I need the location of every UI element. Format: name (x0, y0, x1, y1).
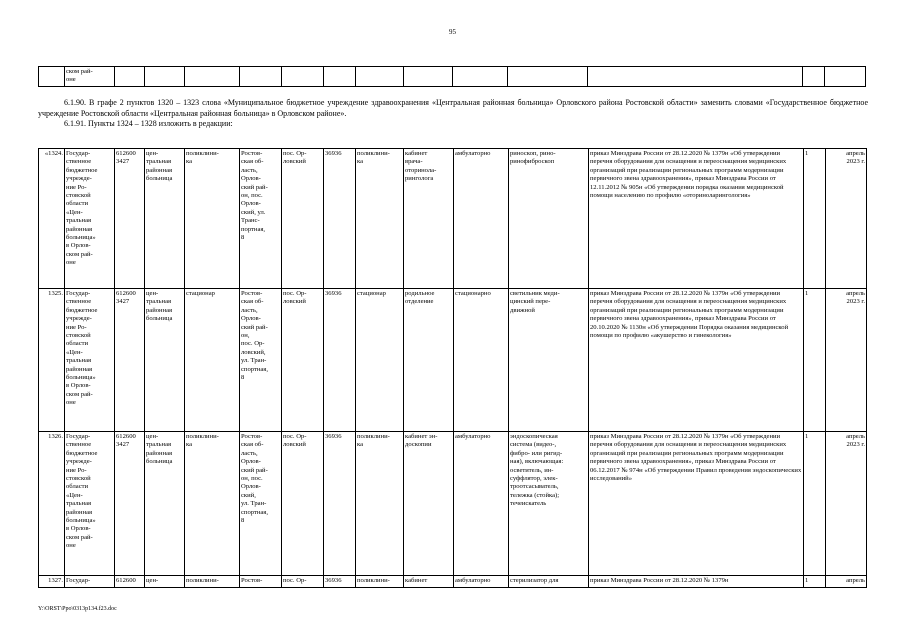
paragraph: 6.1.90. В графе 2 пунктов 1320 – 1323 слова «Муниципальное бюджетное учреждение здравоохранения «Центральная районная больница» Орловского района Ростовской области» заменить словами «Государственное бюджетное учреждение Ростовской области «Центральная районная больница» в Орловском районе». (38, 98, 868, 118)
cell (323, 67, 355, 87)
cell (403, 67, 453, 87)
table-row (39, 432, 867, 576)
cell-qty: 1 (804, 432, 826, 576)
cell-basis: приказ Минздрава России от 28.12.2020 № 1379н «Об утверждении перечня оборудования для оснащения и переоснащения медицинских организаций при реализации региональных программ модернизации первичного звена здравоохранения», приказ Минздрава России от 06.12.2017 № 974н «Об утверждении Правил проведения эндоскопических исследований» (589, 432, 804, 576)
cell-subdiv: поликлини- ка (185, 149, 240, 289)
cell-num: 1325. (39, 289, 65, 432)
cell-unit: поликлини- ка (356, 149, 404, 289)
cell-org: Государ- (65, 576, 115, 588)
cell (281, 67, 323, 87)
cell-code: 612600 (115, 576, 145, 588)
cell-cond: амбулаторно (454, 432, 509, 576)
cell-unit: стационар (356, 289, 404, 432)
cell-room: кабинет врача- оторинола- ринголога (404, 149, 454, 289)
cell-code: 612600 3427 (115, 289, 145, 432)
cell-org: Государ- ственное бюджетное учрежде- ние Ро- стовской области «Цен- тральная районная больница» в Орлов- ском рай- оне (65, 289, 115, 432)
cell-unit: поликлини- (356, 576, 404, 588)
cell-cond: амбулаторно (454, 149, 509, 289)
cell-type: цен- тральная районная больница (145, 432, 185, 576)
cell-cond: амбулаторно (454, 576, 509, 588)
cell (453, 67, 508, 87)
cell-addr: Ростов- ская об- ласть, Орлов- ский рай- он, пос. Орлов- ский, ул. Транс- портная, 8 (240, 149, 282, 289)
cell-addr: Ростов- ская об- ласть, Орлов- ский рай- он, пос. Ор- ловский, ул. Тран- спортная, 8 (240, 289, 282, 432)
cell-equip: стерилизатор для (509, 576, 589, 588)
paragraph: 6.1.91. Пункты 1324 – 1328 изложить в редакции: (64, 119, 233, 128)
cell-qty: 1 (804, 289, 826, 432)
cell-date: апрель 2023 г. (826, 149, 867, 289)
cell-type: цен- тральная районная больница (145, 289, 185, 432)
cell (114, 67, 144, 87)
cell-addr: Ростов- ская об- ласть, Орлов- ский рай- он, пос. Орлов- ский, ул. Тран- спортная, 8 (240, 432, 282, 576)
cell-org: Государ- ственное бюджетное учрежде- ние Ро- стовской области «Цен- тральная районная больница» в Орлов- ском рай- оне (65, 149, 115, 289)
cell-subdiv: поликлини- ка (185, 432, 240, 576)
cell-subdiv: стационар (185, 289, 240, 432)
cell-date: апрель 2023 г. (826, 289, 867, 432)
cell-org: Государ- ственное бюджетное учрежде- ние Ро- стовской области «Цен- тральная районная больница» в Орлов- ском рай- оне (65, 432, 115, 576)
cell: ском рай- оне (64, 67, 114, 87)
cell-room: кабинет (404, 576, 454, 588)
table-row (39, 576, 867, 588)
cell-subdiv: поликлини- (185, 576, 240, 588)
cell-type: цен- тральная районная больница (145, 149, 185, 289)
cell-locality: пос. Ор- ловский (282, 149, 324, 289)
cell-room: кабинет эн- доскопии (404, 432, 454, 576)
cell-locality: пос. Ор- ловский (282, 432, 324, 576)
cell-code: 612600 3427 (115, 432, 145, 576)
cell-basis: приказ Минздрава России от 28.12.2020 № 1379н (589, 576, 804, 588)
cell-date: апрель 2023 г. (826, 432, 867, 576)
cell-num: 1326. (39, 432, 65, 576)
cell (184, 67, 239, 87)
cell-equip: риноскоп, рино- ринофиброскоп (509, 149, 589, 289)
equipment-table (38, 148, 867, 588)
cell-equip: светильник меди- цинский пере- движной (509, 289, 589, 432)
cell-type: цен- (145, 576, 185, 588)
cell-code: 612600 3427 (115, 149, 145, 289)
cell (824, 67, 865, 87)
cell-cond: стационарно (454, 289, 509, 432)
cell-num: 1327. (39, 576, 65, 588)
cell-num: «1324. (39, 149, 65, 289)
cell-basis: приказ Минздрава России от 28.12.2020 № 1379н «Об утверждении перечня оборудования для оснащения и переоснащения медицинских организаций при реализации региональных программ модернизации первичного звена здравоохранения», приказ Минздрава России от 20.10.2020 № 1130н «Об утверждении Порядка оказания медицинской помощи по профилю «акушерство и гинекология» (589, 289, 804, 432)
cell-oktmo: 36936 (324, 289, 356, 432)
cell-oktmo: 36936 (324, 149, 356, 289)
cell-date: апрель (826, 576, 867, 588)
cell-qty: 1 (804, 149, 826, 289)
cell-qty: 1 (804, 576, 826, 588)
table-row (39, 149, 867, 289)
cell-room: родильное отделение (404, 289, 454, 432)
page-number: 95 (449, 28, 456, 36)
cell (355, 67, 403, 87)
cell (802, 67, 824, 87)
cell (508, 67, 588, 87)
cell-oktmo: 36936 (324, 432, 356, 576)
cell (588, 67, 803, 87)
cell-unit: поликлини- ка (356, 432, 404, 576)
cell-equip: эндоскопическая система (видео-, фибро- или ригид- ная), включающая: осветитель, ин- суффлятор, элек- троотсасыватель, тележка (стойка); течеискатель (509, 432, 589, 576)
cell-addr: Ростов- (240, 576, 282, 588)
cell (39, 67, 65, 87)
cell (144, 67, 184, 87)
cell-basis: приказ Минздрава России от 28.12.2020 № 1379н «Об утверждении перечня оборудования для оснащения и переоснащения медицинских организаций при реализации региональных программ модернизации первичного звена здравоохранения», приказ Минздрава России от 12.11.2012 № 905н «Об утверждении порядка оказания медицинской помощи населению по профилю «оториноларингология» (589, 149, 804, 289)
top-table-fragment (38, 66, 866, 87)
amendment-text (38, 98, 868, 130)
table-row (39, 289, 867, 432)
cell-locality: пос. Ор- ловский (282, 289, 324, 432)
cell-locality: пос. Ор- (282, 576, 324, 588)
cell-oktmo: 36936 (324, 576, 356, 588)
file-path-footer: Y:\ORST\Ppo\0313p134.f23.doc (38, 606, 117, 612)
cell (239, 67, 281, 87)
